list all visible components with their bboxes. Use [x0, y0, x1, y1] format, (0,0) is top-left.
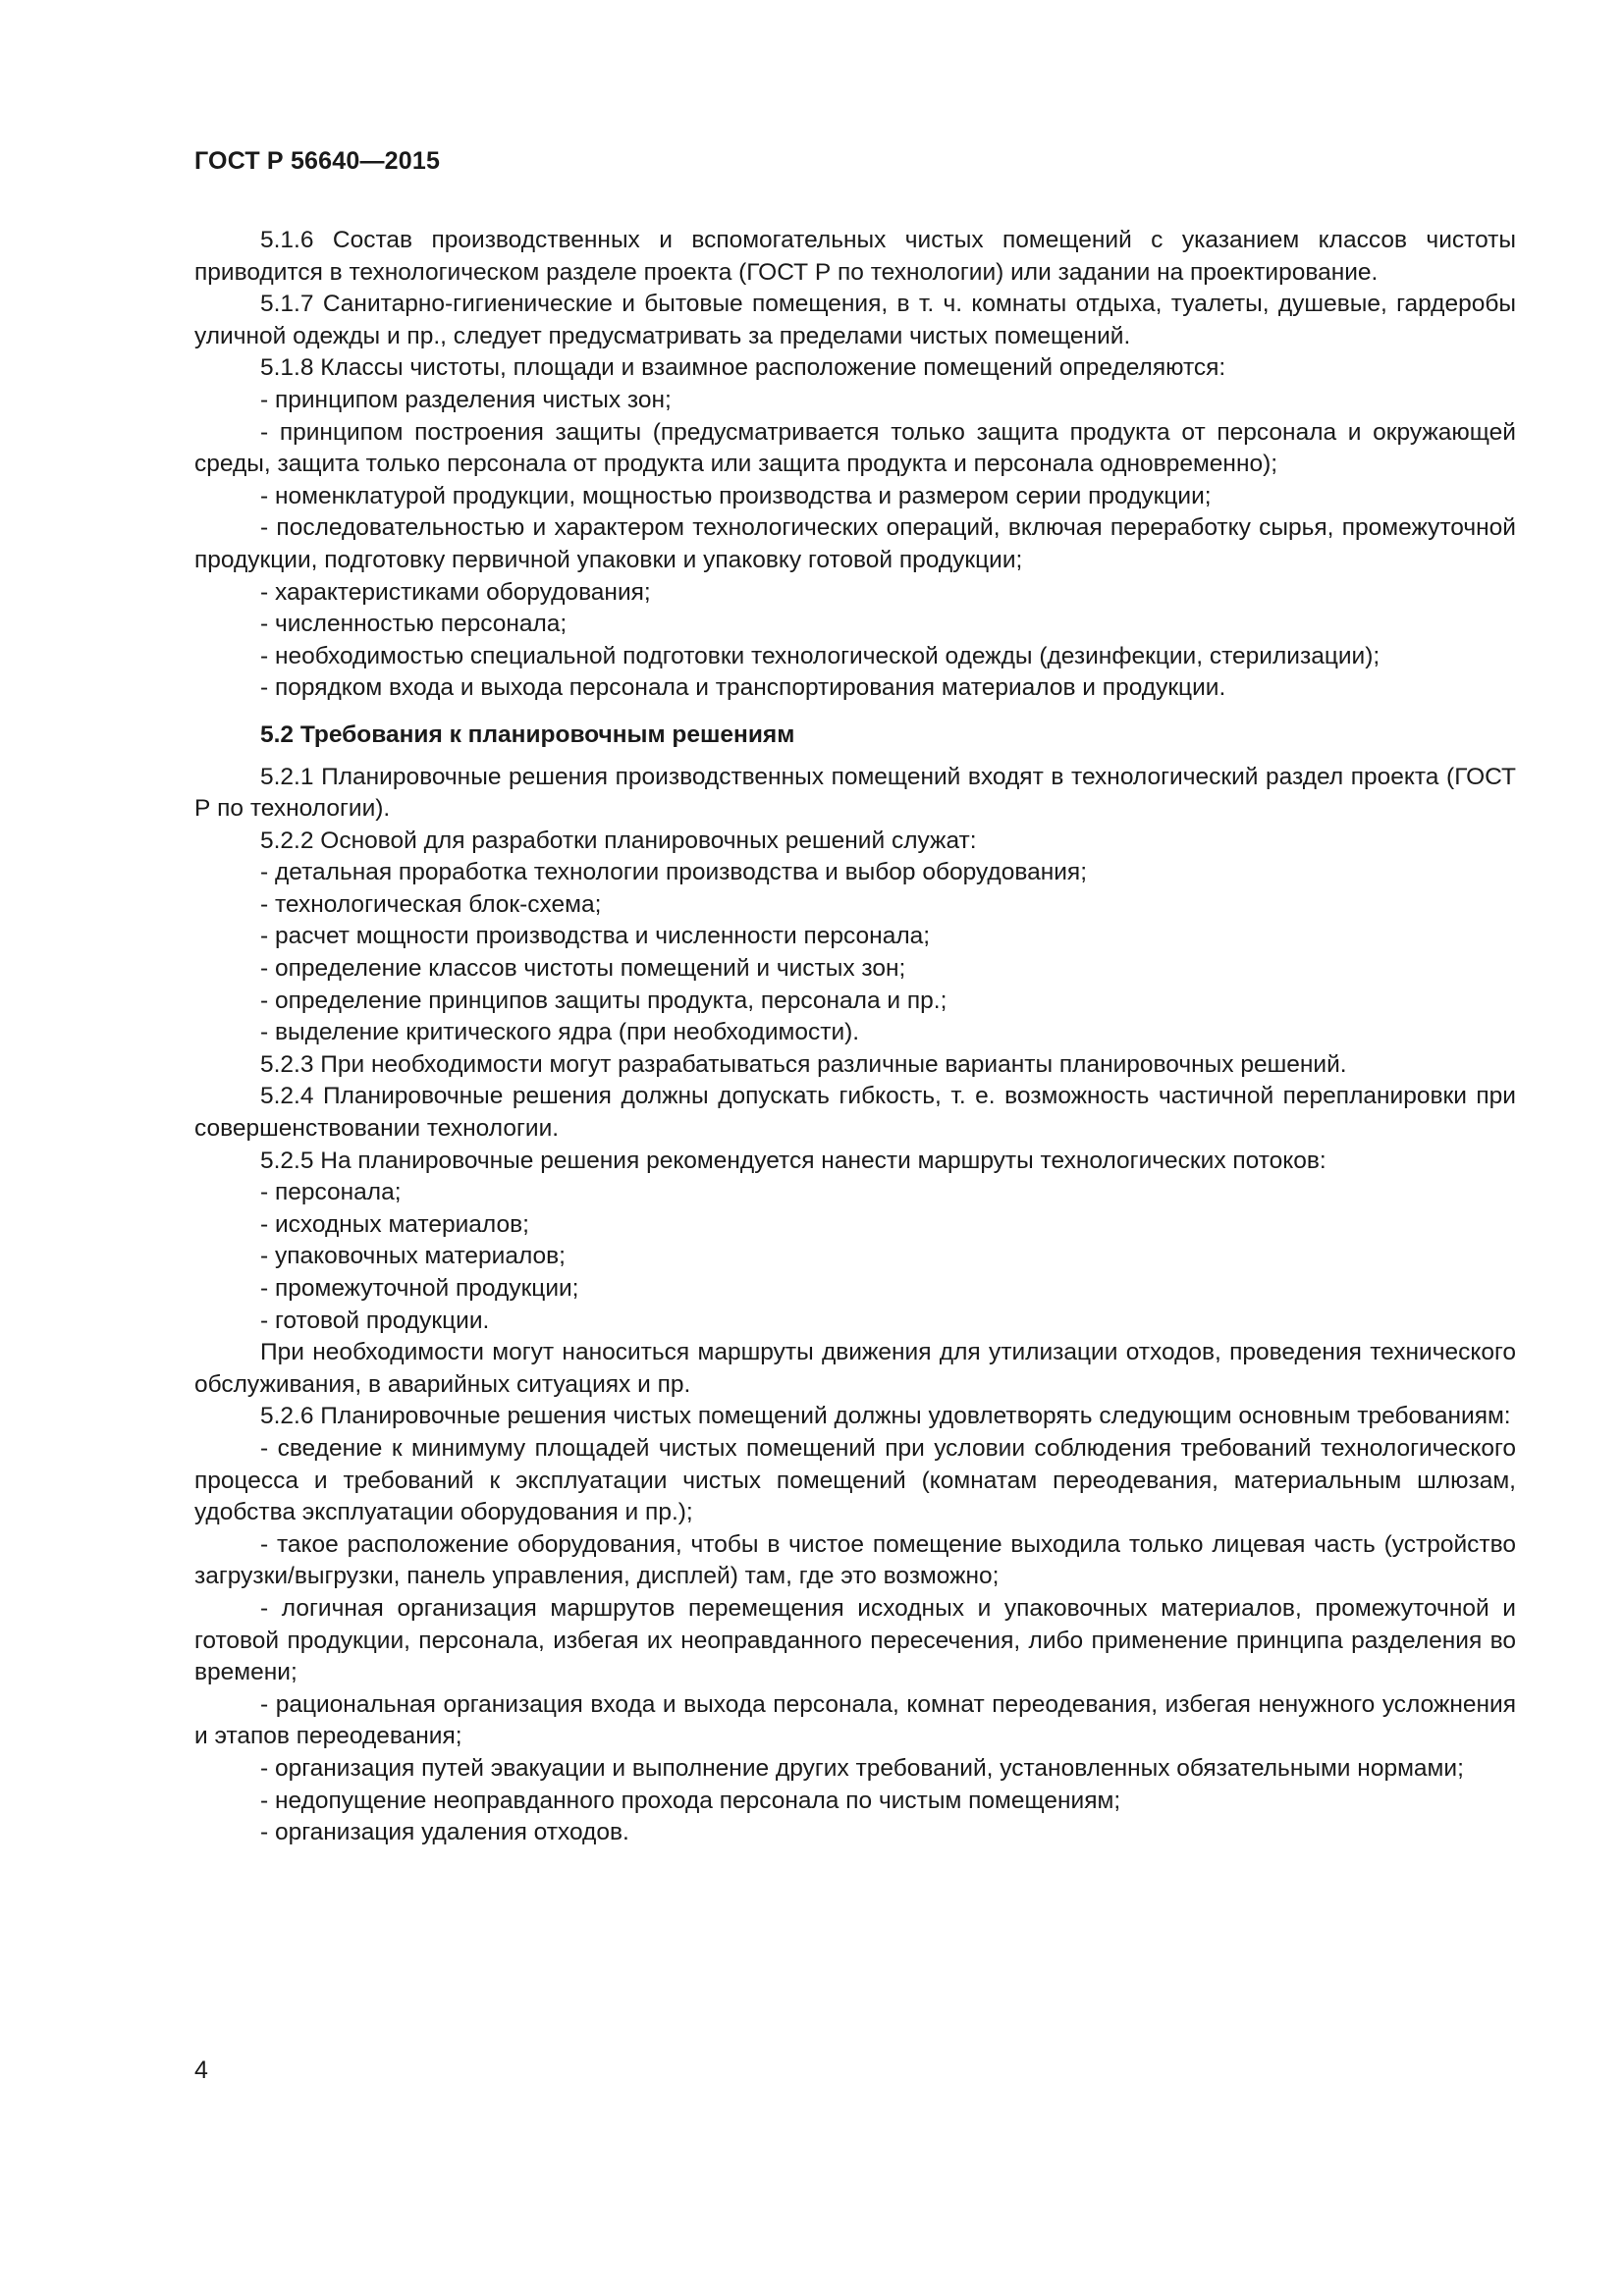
clause-5-1-8-intro: 5.1.8 Классы чистоты, площади и взаимное расположение помещений определяются:: [260, 354, 1226, 382]
list-item: - порядком входа и выхода персонала и транспортирования материалов и продукции.: [260, 674, 1226, 702]
list-item: - персонала;: [260, 1179, 402, 1206]
list-item: - исходных материалов;: [260, 1210, 529, 1238]
list-item: - логичная организация маршрутов перемещения исходных и упаковочных материалов, промежуточной и готовой продукции, персонала, избегая их неоправданного пересечения, либо применение принципа разделения во времени;: [194, 1594, 1516, 1686]
list-item: - выделение критического ядра (при необходимости).: [260, 1019, 860, 1046]
list-item: - промежуточной продукции;: [260, 1275, 579, 1302]
section-heading-5-2: 5.2 Требования к планировочным решениям: [260, 721, 795, 748]
clause-5-2-1: 5.2.1 Планировочные решения производственных помещений входят в технологический раздел проекта (ГОСТ Р по технологии).: [194, 763, 1516, 823]
list-item: - последовательностью и характером технологических операций, включая переработку сырья, промежуточной продукции, подготовку первичной упаковки и упаковку готовой продукции;: [194, 514, 1516, 573]
list-item: - технологическая блок-схема;: [260, 890, 602, 918]
clause-5-2-5-intro: 5.2.5 На планировочные решения рекомендуется нанести маршруты технологических потоков:: [260, 1147, 1326, 1174]
clause-5-2-5-note: При необходимости могут наноситься маршруты движения для утилизации отходов, проведения технического обслуживания, в аварийных ситуациях и пр.: [194, 1339, 1516, 1398]
list-item: - готовой продукции.: [260, 1307, 490, 1334]
clause-5-2-4: 5.2.4 Планировочные решения должны допускать гибкость, т. е. возможность частичной перепланировки при совершенствовании технологии.: [194, 1083, 1516, 1143]
list-item: - определение принципов защиты продукта, персонала и пр.;: [260, 987, 947, 1014]
clause-5-1-7: 5.1.7 Санитарно-гигиенические и бытовые помещения, в т. ч. комнаты отдыха, туалеты, душевые, гардеробы уличной одежды и пр., следует предусматривать за пределами чистых помещений.: [194, 291, 1516, 349]
list-item: - сведение к минимуму площадей чистых помещений при условии соблюдения требований технологического процесса и требований к эксплуатации чистых помещений (комнатам переодевания, материальным шлюзам, удобства эксплуатации оборудования и пр.);: [194, 1434, 1516, 1526]
page-number: 4: [194, 2056, 208, 2084]
clause-5-1-6: 5.1.6 Состав производственных и вспомогательных чистых помещений с указанием классов чистоты приводится в технологическом разделе проекта (ГОСТ Р по технологии) или задании на проектирование.: [194, 227, 1516, 286]
list-item: - номенклатурой продукции, мощностью производства и размером серии продукции;: [260, 482, 1212, 509]
list-item: - рациональная организация входа и выхода персонала, комнат переодевания, избегая ненужного усложнения и этапов переодевания;: [194, 1690, 1516, 1750]
clause-5-2-2-intro: 5.2.2 Основой для разработки планировочных решений служат:: [260, 827, 977, 854]
list-item: - принципом построения защиты (предусматривается только защита продукта от персонала и окружающей среды, защита только персонала от продукта или защита продукта и персонала одновременно);: [194, 418, 1516, 478]
list-item: - организация путей эвакуации и выполнение других требований, установленных обязательными нормами;: [260, 1754, 1464, 1782]
list-item: - характеристиками оборудования;: [260, 578, 651, 606]
clause-5-2-6-intro: 5.2.6 Планировочные решения чистых помещений должны удовлетворять следующим основным требованиям:: [260, 1403, 1511, 1430]
list-item: - определение классов чистоты помещений и чистых зон;: [260, 955, 906, 983]
list-item: - недопущение неоправданного прохода персонала по чистым помещениям;: [260, 1787, 1121, 1814]
list-item: - численностью персонала;: [260, 611, 568, 638]
list-item: - необходимостью специальной подготовки технологической одежды (дезинфекции, стерилизации);: [260, 642, 1380, 669]
list-item: - организация удаления отходов.: [260, 1819, 629, 1846]
list-item: - расчет мощности производства и численности персонала;: [260, 923, 931, 950]
list-item: - принципом разделения чистых зон;: [260, 386, 672, 413]
document-header: ГОСТ Р 56640—2015: [194, 147, 441, 175]
list-item: - такое расположение оборудования, чтобы в чистое помещение выходила только лицевая часть (устройство загрузки/выгрузки, панель управления, дисплей) там, где это возможно;: [194, 1530, 1516, 1590]
document-body: [194, 225, 1516, 1849]
list-item: - детальная проработка технологии производства и выбор оборудования;: [260, 859, 1088, 886]
clause-5-2-3: 5.2.3 При необходимости могут разрабатываться различные варианты планировочных решений.: [260, 1050, 1347, 1078]
list-item: - упаковочных материалов;: [260, 1243, 566, 1270]
